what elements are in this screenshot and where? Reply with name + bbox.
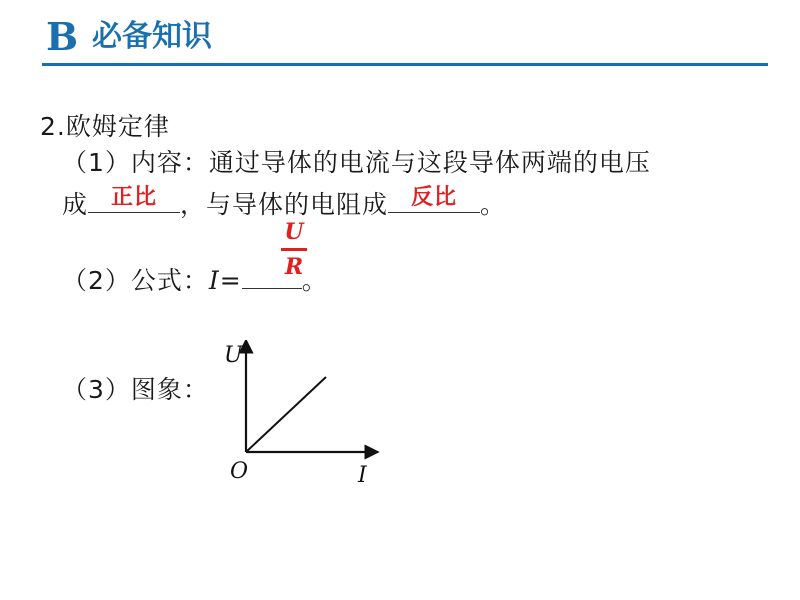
content-line-2 — [62, 186, 506, 220]
topic-number: 2. — [40, 112, 66, 141]
item1-text: 通过导体的电流与这段导体两端的电压 — [208, 148, 651, 177]
section-title: 必备知识 — [92, 19, 212, 54]
item3-label: （3）图象： — [62, 375, 209, 404]
fraction-denominator: R — [284, 254, 304, 280]
graph-line — [62, 375, 209, 405]
answer-proportional: 正比 — [111, 185, 158, 210]
item1-text-mid: ，与导体的电阻成 — [180, 190, 389, 219]
topic-title: 欧姆定律 — [65, 112, 170, 141]
x-axis-label: I — [358, 463, 367, 488]
answer-blank-1 — [88, 186, 180, 213]
formula-fraction — [278, 220, 310, 279]
formula-equals: = — [219, 266, 242, 295]
content-line-1 — [62, 148, 651, 178]
header-divider — [42, 63, 768, 66]
proportional-line — [246, 377, 326, 452]
y-axis-label: U — [224, 343, 243, 368]
fraction-numerator: U — [284, 219, 304, 245]
section-badge: B — [46, 14, 79, 59]
origin-label: O — [230, 459, 249, 484]
answer-inverse: 反比 — [411, 185, 458, 210]
item1-end: 。 — [480, 190, 507, 219]
u-i-graph — [220, 340, 380, 490]
item1-label: （1）内容： — [62, 148, 209, 177]
formula-variable: I — [208, 266, 220, 295]
item2-label: （2）公式： — [62, 266, 209, 295]
answer-blank-2 — [388, 186, 480, 213]
item1-text-cont: 成 — [62, 190, 89, 219]
formula-end: 。 — [301, 266, 328, 295]
fraction-bar — [281, 248, 307, 251]
topic-heading — [40, 112, 170, 142]
